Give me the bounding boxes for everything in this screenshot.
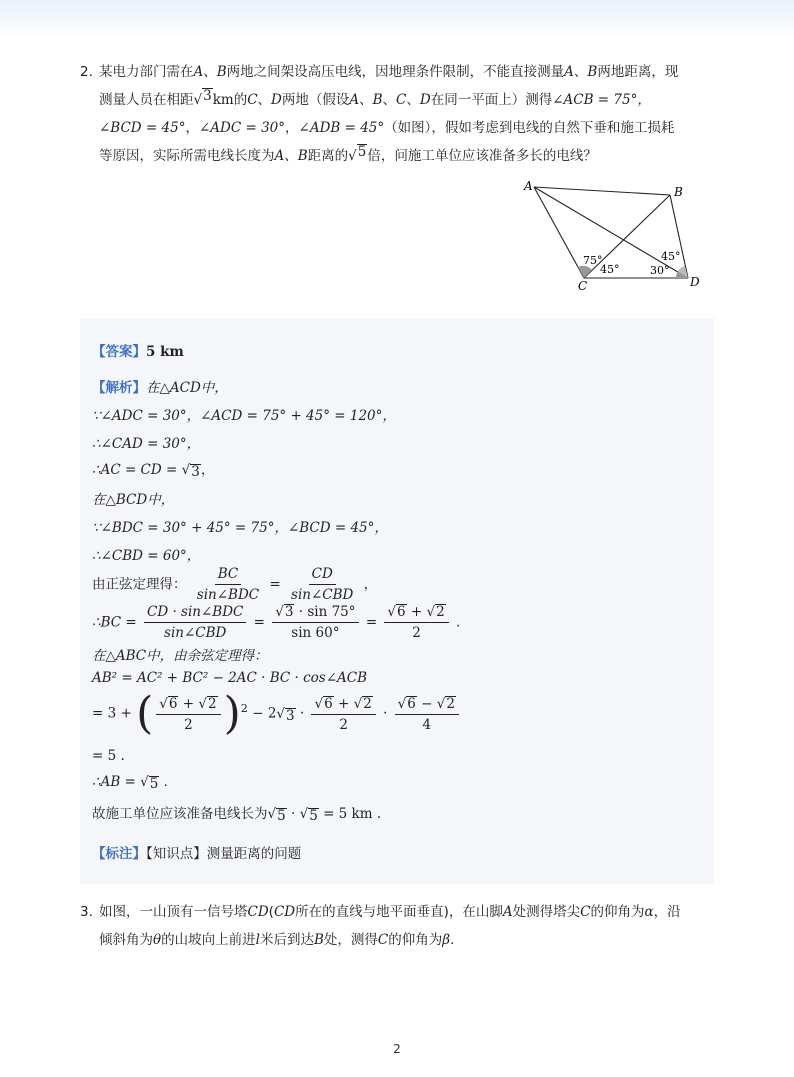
question-number: 2.	[80, 64, 93, 80]
label-d: D	[690, 275, 700, 289]
question-number: 3.	[80, 904, 93, 920]
question-line: 某电力部门需在A、B两地之间架设高压电线，因地理条件限制，不能直接测量A、B两地距离，现	[99, 64, 679, 80]
segment-ac	[534, 187, 584, 278]
cosine-rule-line: AB² = AC² + BC² − 2AC · BC · cos∠ACB	[92, 670, 368, 686]
answer-line: 【答案】5 km	[92, 344, 184, 360]
analysis-line: ∴∠CAD = 30°，	[92, 436, 201, 452]
angle-label-d45: 45°	[661, 250, 681, 263]
analysis-line: 在△ABC中，由余弦定理得：	[92, 648, 268, 664]
analysis-line: ∵∠BDC = 30° + 45° = 75°，∠BCD = 45°，	[92, 520, 388, 536]
answer-tag: 【答案】	[92, 344, 146, 360]
analysis-line: ∴AC = CD = √ 3 ，	[92, 462, 215, 480]
question-line: 等原因，实际所需电线长度为A、B距离的 √ 5 倍，问施工单位应该准备多长的电线？	[99, 144, 597, 164]
label-a: A	[524, 179, 533, 193]
analysis-line: 在△BCD中，	[92, 492, 175, 508]
question-line: 倾斜角为θ的山坡向上前进l米后到达B处，测得C的仰角为β.	[99, 932, 455, 948]
answer-box	[80, 318, 714, 884]
bc-calc-line: ∴BC = $\frac{\text{CD · sin∠BDC}}{\text{sin∠CBD}}$ = √ 3 · sin 75° sin 60° = √ 6 + √ 2 2 .	[92, 604, 461, 641]
header-band	[0, 0, 794, 40]
label-b: B	[674, 185, 683, 199]
analysis-line: = 5 .	[92, 748, 125, 764]
segment-bd	[670, 195, 688, 278]
angle-label-c45: 45°	[600, 263, 620, 276]
analysis-line: 【解析】在△ACD中，	[92, 380, 228, 396]
page-number: 2	[393, 1042, 401, 1056]
label-c: C	[578, 279, 588, 292]
question-line: 如图，一山顶有一信号塔CD(CD所在的直线与地平面垂直)，在山脚A处测得塔尖C的仰角为α，沿	[99, 904, 681, 920]
segment-ab	[534, 187, 670, 195]
analysis-line: ∵∠ADC = 30°，∠ACD = 75° + 45° = 120°，	[92, 408, 396, 424]
analysis-line: ∴AB = √ 5 .	[92, 774, 168, 792]
expansion-line: = 3 + ( √ 6 + √ 2 2 )$^2$ − 2 √ 3 · √ 6 + √ 2 2 · √ 6 − √ 2 4	[92, 692, 462, 736]
angle-label-d30: 30°	[650, 264, 670, 277]
question-line: ∠BCD = 45°，∠ADC = 30°，∠ADB = 45°（如图），假如考虑到电线的自然下垂和施工损耗	[99, 120, 675, 136]
analysis-line: 故施工单位应该准备电线长为 √ 5 · √ 5 = 5 km .	[92, 806, 382, 824]
angle-label-c75: 75°	[583, 254, 603, 267]
question-3	[80, 898, 730, 954]
quadrilateral-figure	[520, 178, 706, 292]
sine-rule-line: 由正弦定理得： $\frac{BC}{\text{sin∠BDC}}$ = $\frac{CD}{\text{sin∠CBD}}$ ，	[92, 566, 378, 603]
question-line: 测量人员在相距 √ 3 km的C、D两地（假设A、B、C、D在同一平面上）测得∠ACB = 75°，	[99, 88, 651, 108]
question-2	[80, 58, 730, 170]
analysis-tag: 【解析】	[92, 380, 146, 396]
note-line: 【标注】【知识点】测量距离的问题	[92, 846, 302, 862]
note-tag: 【标注】	[92, 846, 146, 862]
analysis-line: ∴∠CBD = 60°，	[92, 548, 201, 564]
